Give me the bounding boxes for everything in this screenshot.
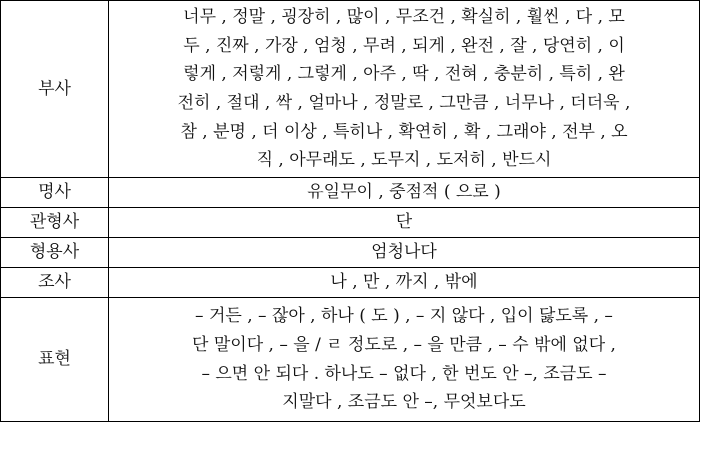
examples-line: 단 xyxy=(395,212,413,233)
examples-line: 전히 , 절대 , 싹 , 얼마나 , 정말로 , 그만큼 , 너무나 , 더더욱 , xyxy=(177,93,631,113)
examples-line: – 거든 , – 잖아 , 하나 ( 도 ) , – 지 않다 , 입이 닳도록 , – xyxy=(195,306,613,327)
table-row xyxy=(1,298,700,422)
table-row xyxy=(1,238,700,268)
table-row xyxy=(1,268,700,298)
examples-line: 지말다 , 조금도 안 –, 무엇보다도 xyxy=(282,392,526,413)
examples-line: 직 , 아무래도 , 도무지 , 도저히 , 반드시 xyxy=(256,150,552,171)
category-cell: 관형사 xyxy=(1,208,109,238)
category-cell: 부사 xyxy=(1,1,109,178)
examples-line: 너무 , 정말 , 굉장히 , 많이 , 무조건 , 확실히 , 훨씬 , 다 , 모 xyxy=(183,7,625,28)
examples-cell xyxy=(109,298,700,422)
examples-line: 참 , 분명 , 더 이상 , 특히나 , 확연히 , 확 , 그래야 , 전부 , 오 xyxy=(180,121,628,142)
examples-cell xyxy=(109,1,700,178)
examples-line: – 으면 안 되다 . 하나도 – 없다 , 한 번도 안 –, 조금도 – xyxy=(201,363,607,384)
examples-line: 나 , 만 , 까지 , 밖에 xyxy=(330,272,478,293)
category-cell: 명사 xyxy=(1,178,109,208)
category-cell: 조사 xyxy=(1,268,109,298)
examples-line: 두 , 진짜 , 가장 , 엄청 , 무려 , 되게 , 완전 , 잘 , 당연히 , 이 xyxy=(183,35,625,56)
examples-cell xyxy=(109,268,700,298)
table-row xyxy=(1,178,700,208)
examples-line: 유일무이 , 중점적 ( 으로 ) xyxy=(307,182,501,203)
examples-line: 단 말이다 , – 을 / ㄹ 정도로 , – 을 만큼 , – 수 밖에 없다 , xyxy=(192,334,616,355)
table-row xyxy=(1,208,700,238)
examples-line: 엄청나다 xyxy=(371,242,437,263)
table-row xyxy=(1,1,700,178)
examples-line: 렇게 , 저렇게 , 그렇게 , 아주 , 딱 , 전혀 , 충분히 , 특히 , 완 xyxy=(183,64,625,85)
category-cell: 형용사 xyxy=(1,238,109,268)
examples-cell xyxy=(109,178,700,208)
examples-cell xyxy=(109,238,700,268)
category-cell: 표현 xyxy=(1,298,109,422)
examples-cell xyxy=(109,208,700,238)
